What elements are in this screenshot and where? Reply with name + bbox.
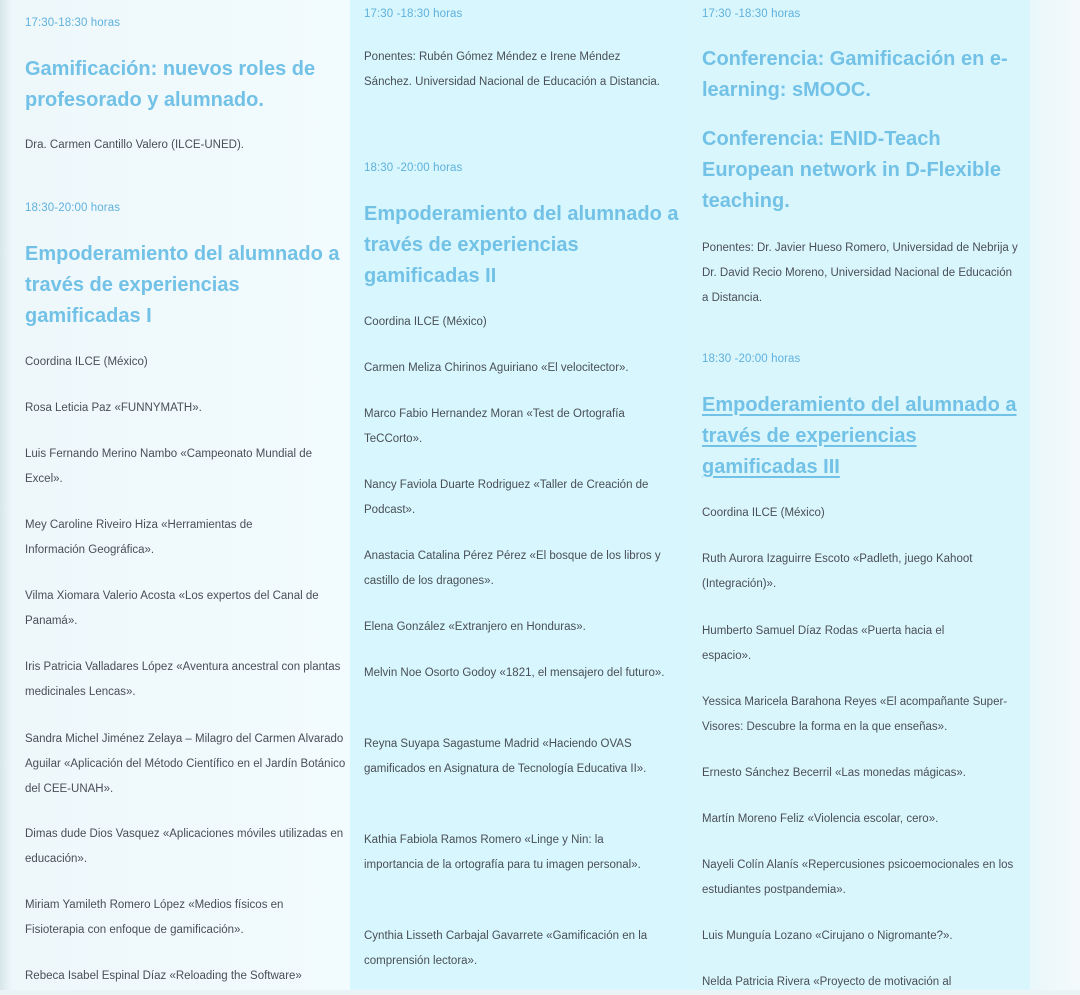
session-time: 17:30-18:30 horas	[25, 17, 121, 29]
session-title: Conferencia: ENID-Teach European network in D-Flexible teaching.	[702, 128, 1001, 212]
session-time: 17:30 -18:30 horas	[364, 8, 463, 20]
list-item: Ernesto Sánchez Becerril «Las monedas mágicas».	[702, 767, 967, 779]
list-item: Mey Caroline Riveiro Hiza «Herramientas de Información Geográfica».	[25, 519, 253, 556]
session-time: 17:30 -18:30 horas	[702, 8, 801, 20]
speaker: Dra. Carmen Cantillo Valero (ILCE-UNED).	[25, 139, 244, 151]
right-edge-background	[1030, 0, 1080, 990]
list-item: Nancy Faviola Duarte Rodriguez «Taller de Creación de Podcast».	[364, 479, 649, 516]
list-item: Sandra Michel Jiménez Zelaya – Milagro del Carmen Alvarado Aguilar «Aplicación del Método Científico en el Jardín Botánico del CEE-UNAH».	[25, 733, 346, 795]
speakers: Ponentes: Rubén Gómez Méndez e Irene Méndez Sánchez. Universidad Nacional de Educación a Distancia.	[364, 51, 660, 88]
list-item: Nelda Patricia Rivera «Proyecto de motivación al	[702, 976, 952, 988]
list-item: Yessica Maricela Barahona Reyes «El acompañante Super-Visores: Descubre la forma en la que enseñas».	[702, 696, 1008, 733]
list-item: Coordina ILCE (México)	[364, 316, 487, 328]
list-item: Ruth Aurora Izaguirre Escoto «Padleth, juego Kahoot (Integración)».	[702, 553, 973, 590]
list-item: Humberto Samuel Díaz Rodas «Puerta hacia el espacio».	[702, 625, 945, 662]
list-item: Reyna Suyapa Sagastume Madrid «Haciendo OVAS gamificados en Asignatura de Tecnología Educativa II».	[364, 738, 647, 775]
session-time: 18:30 -20:00 horas	[364, 162, 463, 174]
list-item: Martín Moreno Feliz «Violencia escolar, cero».	[702, 813, 939, 825]
list-item: Miriam Yamileth Romero López «Medios físicos en Fisioterapia con enfoque de gamificación».	[25, 899, 284, 936]
list-item: Cynthia Lisseth Carbajal Gavarrete «Gamificación en la comprensión lectora».	[364, 930, 648, 967]
list-item: Coordina ILCE (México)	[702, 507, 825, 519]
list-item: Rosa Leticia Paz «FUNNYMATH».	[25, 402, 202, 414]
session-time: 18:30-20:00 horas	[25, 202, 121, 214]
list-item: Marco Fabio Hernandez Moran «Test de Ortografía TeCCorto».	[364, 408, 625, 445]
list-item: Nayeli Colín Alanís «Repercusiones psicoemocionales en los estudiantes postpandemia».	[702, 859, 1014, 896]
speakers: Ponentes: Dr. Javier Hueso Romero, Universidad de Nebrija y Dr. David Recio Moreno, Universidad Nacional de Educación a Distancia.	[702, 242, 1018, 304]
list-item: Elena González «Extranjero en Honduras».	[364, 621, 586, 633]
list-item: Dimas dude Dios Vasquez «Aplicaciones móviles utilizadas en educación».	[25, 828, 344, 865]
list-item: Iris Patricia Valladares López «Aventura ancestral con plantas medicinales Lencas».	[25, 661, 341, 698]
session-title: Conferencia: Gamificación en e-learning: sMOOC.	[702, 48, 1008, 101]
list-item: Luis Fernando Merino Nambo «Campeonato Mundial de Excel».	[25, 448, 313, 485]
session-title: Empoderamiento del alumnado a través de experiencias gamificadas II	[364, 203, 679, 287]
list-item: Anastacia Catalina Pérez Pérez «El bosque de los libros y castillo de los dragones».	[364, 550, 661, 587]
session-time: 18:30 -20:00 horas	[702, 353, 801, 365]
list-item: Carmen Meliza Chirinos Aguiriano «El velocitector».	[364, 362, 629, 374]
session-title: Empoderamiento del alumnado a través de experiencias gamificadas I	[25, 243, 340, 327]
session-title: Gamificación: nuevos roles de profesorado y alumnado.	[25, 58, 316, 111]
list-item: Kathia Fabiola Ramos Romero «Linge y Nin: la importancia de la ortografía para tu imagen personal».	[364, 834, 641, 871]
list-item: Coordina ILCE (México)	[25, 356, 148, 368]
session-title-link[interactable]: Empoderamiento del alumnado a través de experiencias gamificadas III	[702, 394, 1017, 478]
list-item: Melvin Noe Osorto Godoy «1821, el mensajero del futuro».	[364, 667, 665, 679]
list-item: Luis Munguía Lozano «Cirujano o Nigromante?».	[702, 930, 953, 942]
list-item: Vilma Xiomara Valerio Acosta «Los expertos del Canal de Panamá».	[25, 590, 319, 627]
list-item: Rebeca Isabel Espinal Díaz «Reloading the Software»	[25, 970, 302, 982]
